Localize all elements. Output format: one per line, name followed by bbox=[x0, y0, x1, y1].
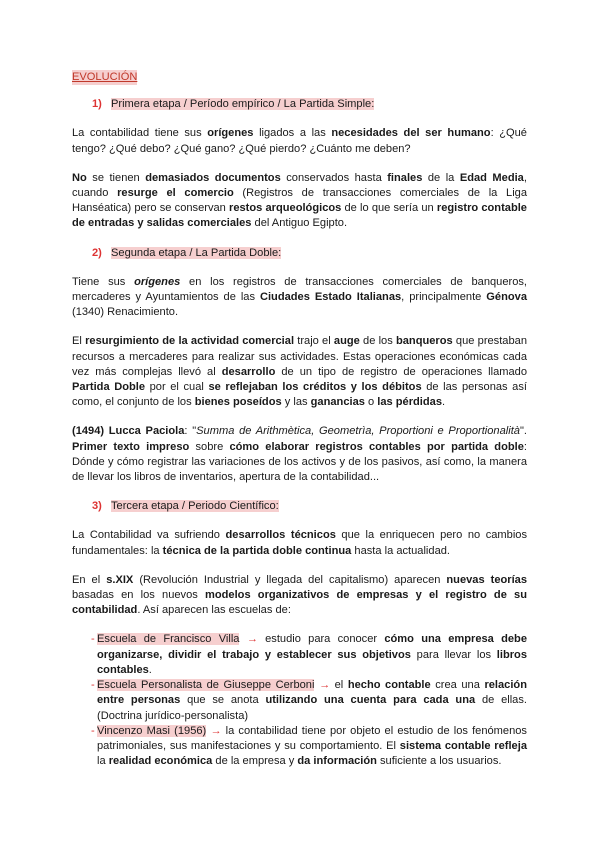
document-page bbox=[72, 70, 527, 769]
paragraph-paciola: (1494) Lucca Paciola: "Summa de Arithmètica, Geometrìa, Proportioni e Proportionalità". Primer texto impreso sobre cómo elaborar registros contables por partida doble: Dónde y cómo registrar las variaciones de los activos y de los pasivos, así como, la manera de llevar los libros de inventarios, apertura de la contabilidad... bbox=[72, 425, 527, 484]
list-item: - Escuela Personalista de Giuseppe Cerboni → el hecho contable crea una relación entre personas que se anota utilizando una cuenta para cada una de ellas. (Doctrina jurídico-personalista) bbox=[91, 679, 527, 722]
paragraph-origins: La contabilidad tiene sus orígenes ligados a las necesidades del ser humano: ¿Qué tengo? ¿Qué debo? ¿Qué gano? ¿Qué pierdo? ¿Cuánto me deben? bbox=[72, 127, 527, 155]
stage-heading-1 bbox=[92, 97, 527, 112]
stage-number: 3) bbox=[92, 500, 102, 513]
stage-label: Segunda etapa / La Partida Doble: bbox=[111, 246, 282, 259]
stage-number: 1) bbox=[92, 98, 102, 111]
list-dash: - bbox=[91, 724, 95, 737]
paragraph-19th-century: En el s.XIX (Revolución Industrial y llegada del capitalismo) aparecen nuevas teorías basadas en los nuevos modelos organizativos de empresas y el registro de su contabilidad. Así aparecen las escuelas de: bbox=[72, 573, 528, 617]
arrow-right-icon: → bbox=[210, 724, 222, 737]
stage-label: Primera etapa / Período empírico / La Partida Simple: bbox=[111, 98, 375, 111]
paragraph-technical-developments: La Contabilidad va sufriendo desarrollos técnicos que la enriquecen pero no cambios fundamentales: la técnica de la partida doble continua hasta la actualidad. bbox=[72, 529, 528, 557]
list-item: - Vincenzo Masi (1956) → la contabilidad tiene por objeto el estudio de los fenómenos patrimoniales, sus manifestaciones y su comportamiento. El sistema contable refleja la realidad económica de la empresa y da información suficiente a los usuarios. bbox=[91, 724, 527, 768]
arrow-right-icon: → bbox=[318, 679, 331, 692]
page-title: EVOLUCIÓN bbox=[72, 70, 137, 85]
paragraph-italian-cities: Tiene sus orígenes en los registros de transacciones comerciales de banqueros, mercaderes y Ayuntamientos de las Ciudades Estado Italianas, principalmente Génova (1340) Renacimiento. bbox=[72, 275, 527, 319]
stage-number: 2) bbox=[92, 246, 102, 259]
stage-heading-2 bbox=[92, 246, 527, 261]
stage-label: Tercera etapa / Periodo Científico: bbox=[111, 500, 279, 513]
stage-heading-3 bbox=[92, 499, 527, 514]
paragraph-middle-ages: No se tienen demasiados documentos conservados hasta finales de la Edad Media, cuando resurge el comercio (Registros de transacciones comerciales de la Liga Hanséatica) pero se conservan restos arqueológicos de lo que sería un registro contable de entradas y salidas comerciales del Antiguo Egipto. bbox=[72, 171, 528, 230]
schools-list bbox=[72, 632, 527, 769]
list-dash: - bbox=[91, 679, 95, 692]
list-item: - Escuela de Francisco Villa → estudio para conocer cómo una empresa debe organizarse, dividir el trabajo y establecer sus objetivos para llevar los libros contables. bbox=[91, 633, 527, 676]
list-dash: - bbox=[91, 633, 95, 646]
paragraph-double-entry: El resurgimiento de la actividad comercial trajo el auge de los banqueros que prestaban recursos a mercaderes para realizar sus actividades. Estas operaciones económicas cada vez más complejas llevó al desarrollo de un tipo de registro de operaciones llamado Partida Doble por el cual se reflejaban los créditos y los débitos de las personas así como, el conjunto de los bienes poseídos y las ganancias o las pérdidas. bbox=[72, 335, 528, 409]
arrow-right-icon: → bbox=[246, 633, 258, 646]
